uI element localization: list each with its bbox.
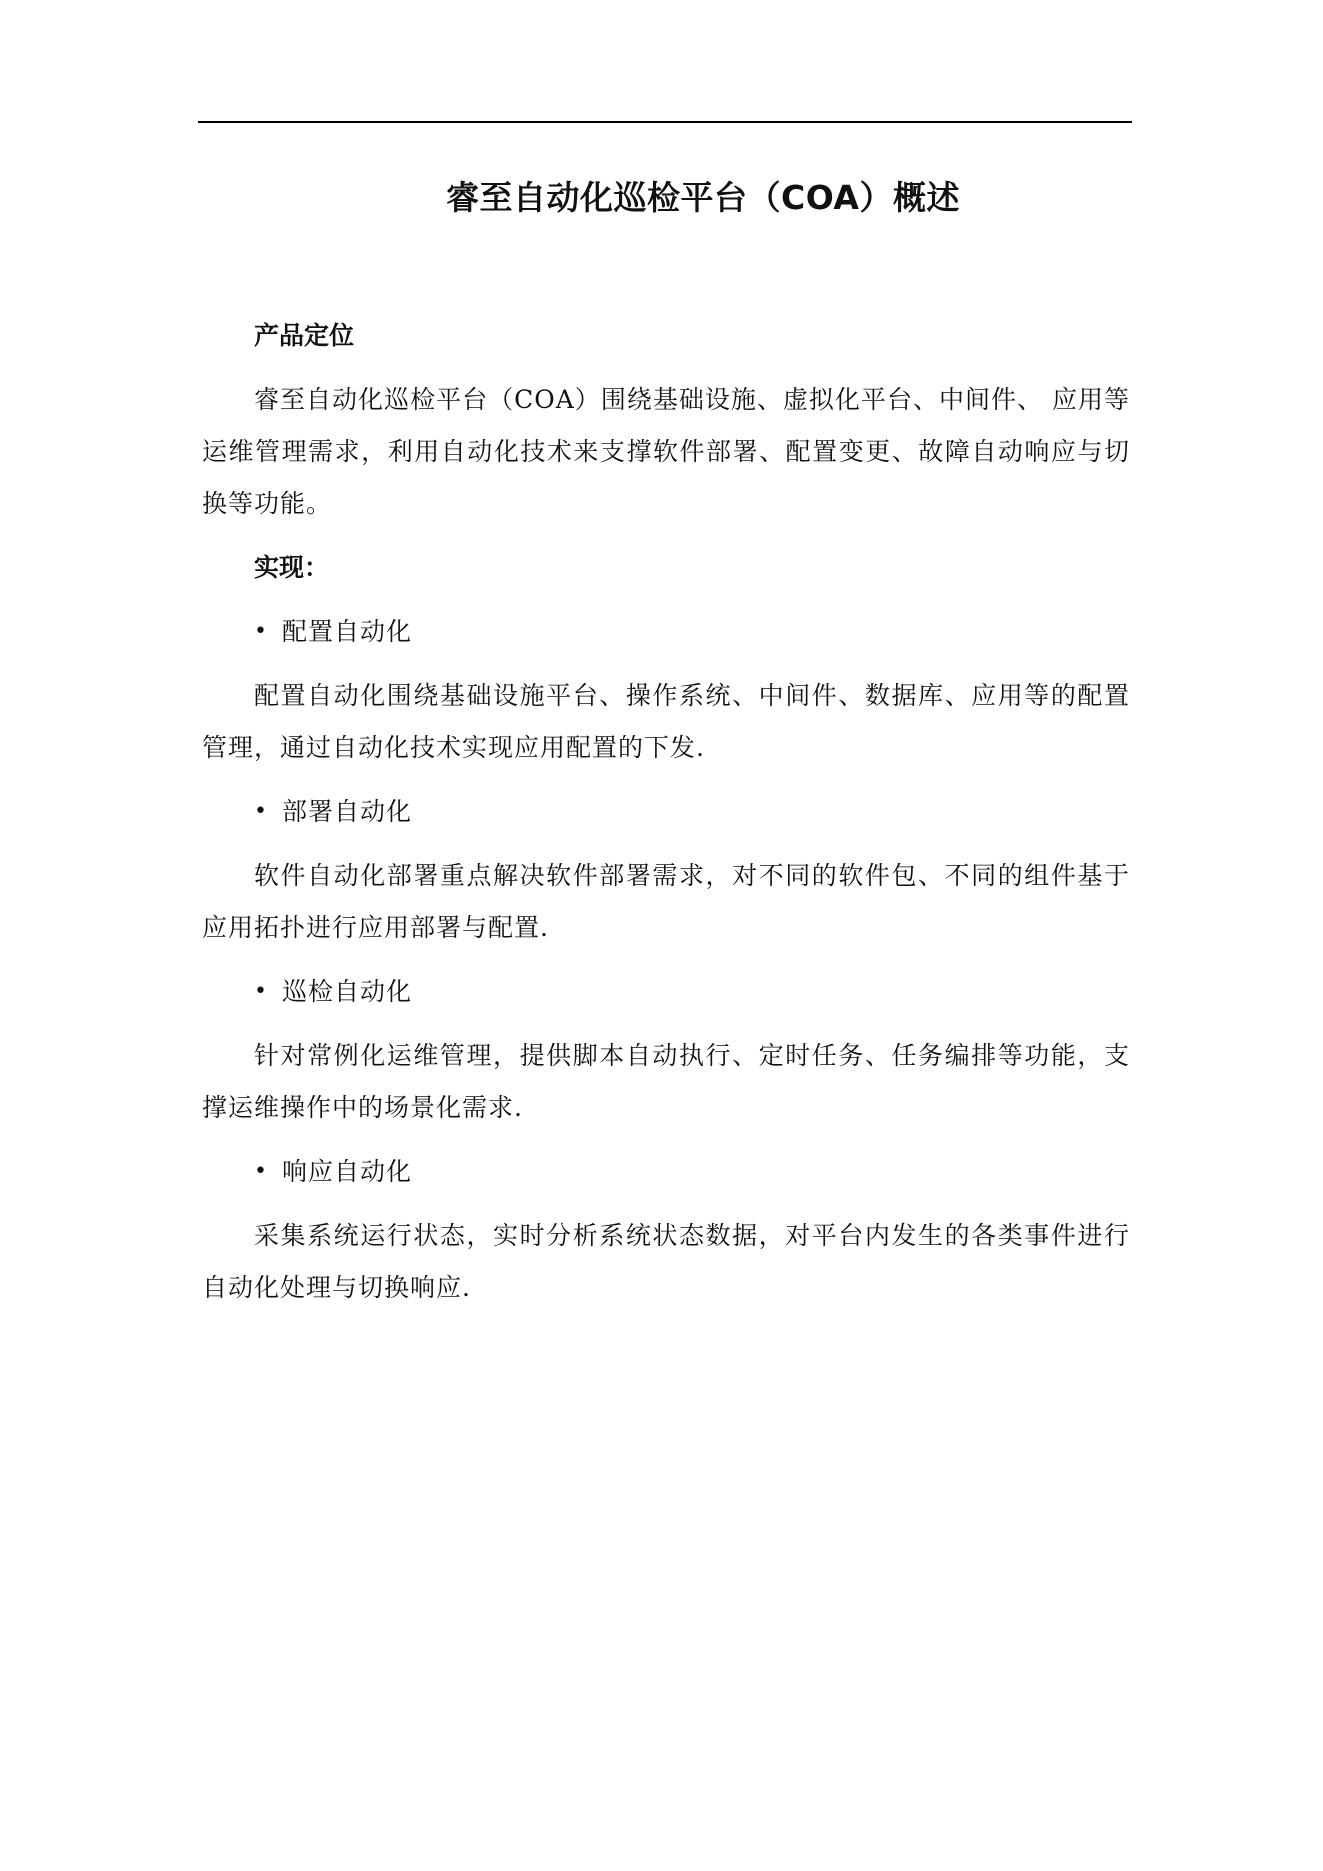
list-item-paragraph: 配置自动化围绕基础设施平台、操作系统、中间件、数据库、应用等的配置管理，通过自动化技术实现应用配置的下发. bbox=[202, 681, 1130, 762]
list-item-config-automation bbox=[202, 606, 1130, 774]
list-item-paragraph: 软件自动化部署重点解决软件部署需求，对不同的软件包、不同的组件基于应用拓扑进行应用部署与配置. bbox=[202, 861, 1130, 942]
bullet-icon: • bbox=[254, 979, 268, 1004]
list-item-deploy-automation bbox=[202, 786, 1130, 954]
header-rule bbox=[198, 121, 1132, 123]
list-item-paragraph: 针对常例化运维管理，提供脚本自动执行、定时任务、任务编排等功能，支撑运维操作中的场景化需求. bbox=[202, 1041, 1130, 1122]
list-item-label: 部署自动化 bbox=[282, 797, 413, 826]
list-item-response-automation bbox=[202, 1146, 1130, 1314]
section-heading-implementation: 实现： bbox=[254, 553, 330, 582]
list-item-paragraph: 采集系统运行状态，实时分析系统状态数据，对平台内发生的各类事件进行自动化处理与切换响应. bbox=[202, 1221, 1130, 1302]
document-body bbox=[202, 310, 1130, 1326]
implementation-list bbox=[202, 606, 1130, 1314]
bullet-icon: • bbox=[254, 619, 268, 644]
section-heading-positioning: 产品定位 bbox=[254, 321, 355, 350]
positioning-paragraph: 睿至自动化巡检平台（COA）围绕基础设施、虚拟化平台、中间件、 应用等运维管理需求，利用自动化技术来支撑软件部署、配置变更、故障自动响应与切换等功能。 bbox=[202, 385, 1130, 518]
list-item-label: 巡检自动化 bbox=[282, 977, 413, 1006]
bullet-icon: • bbox=[254, 1159, 268, 1184]
document-title: 睿至自动化巡检平台（COA）概述 bbox=[446, 178, 960, 217]
list-item-label: 配置自动化 bbox=[282, 617, 413, 646]
list-item-inspection-automation bbox=[202, 966, 1130, 1134]
bullet-icon: • bbox=[254, 799, 268, 824]
list-item-label: 响应自动化 bbox=[282, 1157, 413, 1186]
